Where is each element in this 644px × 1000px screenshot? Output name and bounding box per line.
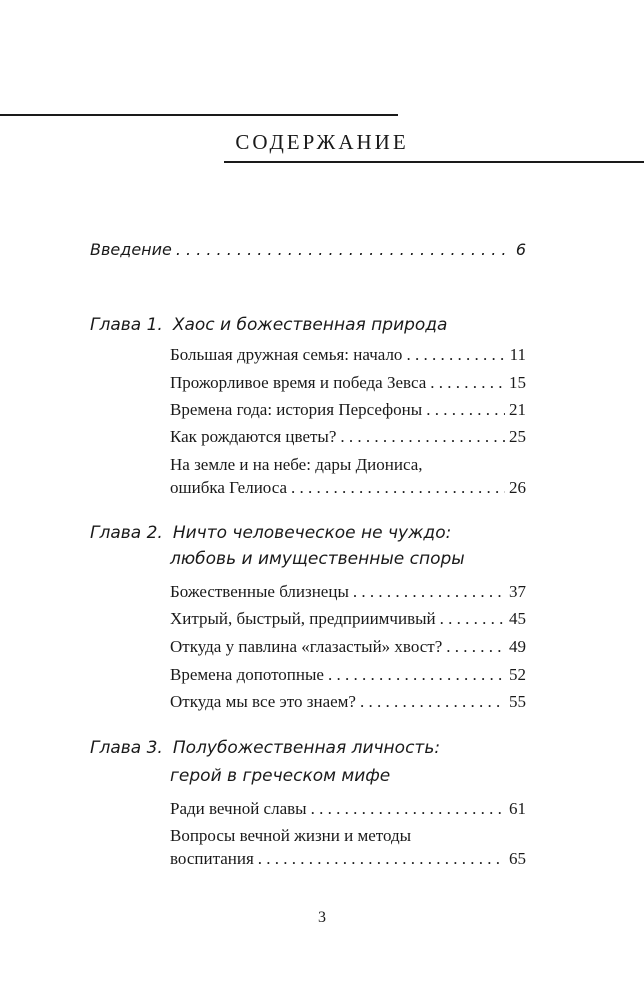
toc-entry[interactable] <box>170 609 526 629</box>
toc-entry-intro[interactable] <box>90 240 526 259</box>
chapter-title: Хаос и божественная природа <box>172 315 448 335</box>
dot-leader <box>258 849 505 869</box>
toc-entry-title: Времена допотопные <box>170 665 324 684</box>
dot-leader <box>340 427 505 447</box>
toc-entry[interactable] <box>170 478 526 498</box>
toc-entry[interactable] <box>170 373 526 393</box>
dot-leader <box>176 240 512 259</box>
toc-entry[interactable] <box>170 692 526 712</box>
toc-entry-page: 45 <box>509 609 526 628</box>
toc-entry[interactable] <box>170 345 526 365</box>
toc-entry-title-line2: воспитания <box>170 849 254 868</box>
toc-entry-page: 52 <box>509 665 526 684</box>
dot-leader <box>406 345 505 365</box>
chapter-title-line2: герой в греческом мифе <box>170 766 391 786</box>
toc-entry-title: Откуда мы все это знаем? <box>170 692 356 711</box>
top-rule-right <box>224 161 644 163</box>
dot-leader <box>430 373 505 393</box>
dot-leader <box>426 400 505 420</box>
toc-entry-page: 21 <box>509 400 526 419</box>
toc-entry-title: Прожорливое время и победа Зевса <box>170 373 427 392</box>
chapter-label: Глава 2. <box>90 523 163 543</box>
toc-entry-title: Как рождаются цветы? <box>170 427 337 446</box>
chapter-2-heading[interactable] <box>90 523 451 543</box>
chapter-title-line1: Полубожественная личность: <box>172 738 441 758</box>
contents-heading: СОДЕРЖАНИЕ <box>235 130 409 154</box>
chapter-title-line2: любовь и имущественные споры <box>170 549 465 569</box>
toc-entry-page: 11 <box>509 345 526 364</box>
dot-leader <box>328 665 505 685</box>
dot-leader <box>353 582 505 602</box>
toc-entry[interactable] <box>170 637 526 657</box>
toc-entry-title: Введение <box>90 240 172 259</box>
toc-entry[interactable] <box>170 427 526 447</box>
toc-entry-page: 26 <box>509 478 526 497</box>
dot-leader <box>446 637 505 657</box>
chapter-label: Глава 3. <box>90 738 163 758</box>
toc-entry[interactable] <box>170 665 526 685</box>
chapter-1-heading[interactable] <box>90 315 447 335</box>
toc-entry-page: 55 <box>509 692 526 711</box>
dot-leader <box>291 478 505 498</box>
toc-entry-page: 6 <box>515 240 526 259</box>
dot-leader <box>360 692 505 712</box>
dot-leader <box>440 609 505 629</box>
chapter-label: Глава 1. <box>90 315 163 335</box>
toc-entry-page: 15 <box>509 373 526 392</box>
toc-entry-title: Божественные близнецы <box>170 582 349 601</box>
toc-entry[interactable] <box>170 849 526 869</box>
toc-entry-title-line1[interactable]: На земле и на небе: дары Диониса, <box>170 455 423 474</box>
toc-entry[interactable] <box>170 799 526 819</box>
toc-entry-page: 61 <box>509 799 526 818</box>
toc-entry-title: Откуда у павлина «глазастый» хвост? <box>170 637 443 656</box>
toc-entry[interactable] <box>170 582 526 602</box>
toc-entry-title: Хитрый, быстрый, предприимчивый <box>170 609 436 628</box>
chapter-3-heading[interactable] <box>90 738 440 758</box>
toc-entry-title: Времена года: история Персефоны <box>170 400 423 419</box>
dot-leader <box>311 799 505 819</box>
page-number: 3 <box>318 909 326 926</box>
toc-entry-page: 65 <box>509 849 526 868</box>
chapter-3-heading-line2 <box>170 766 390 786</box>
toc-entry-title-line1[interactable]: Вопросы вечной жизни и методы <box>170 826 412 845</box>
toc-entry[interactable] <box>170 400 526 420</box>
toc-entry-page: 25 <box>509 427 526 446</box>
top-rule-left <box>0 114 398 116</box>
toc-entry-title-line2: ошибка Гелиоса <box>170 478 288 497</box>
chapter-2-heading-line2 <box>170 549 465 569</box>
toc-entry-title: Ради вечной славы <box>170 799 307 818</box>
toc-entry-page: 37 <box>509 582 526 601</box>
toc-entry-page: 49 <box>509 637 526 656</box>
chapter-title-line1: Ничто человеческое не чуждо: <box>172 523 452 543</box>
toc-entry-title: Большая дружная семья: начало <box>170 345 403 364</box>
